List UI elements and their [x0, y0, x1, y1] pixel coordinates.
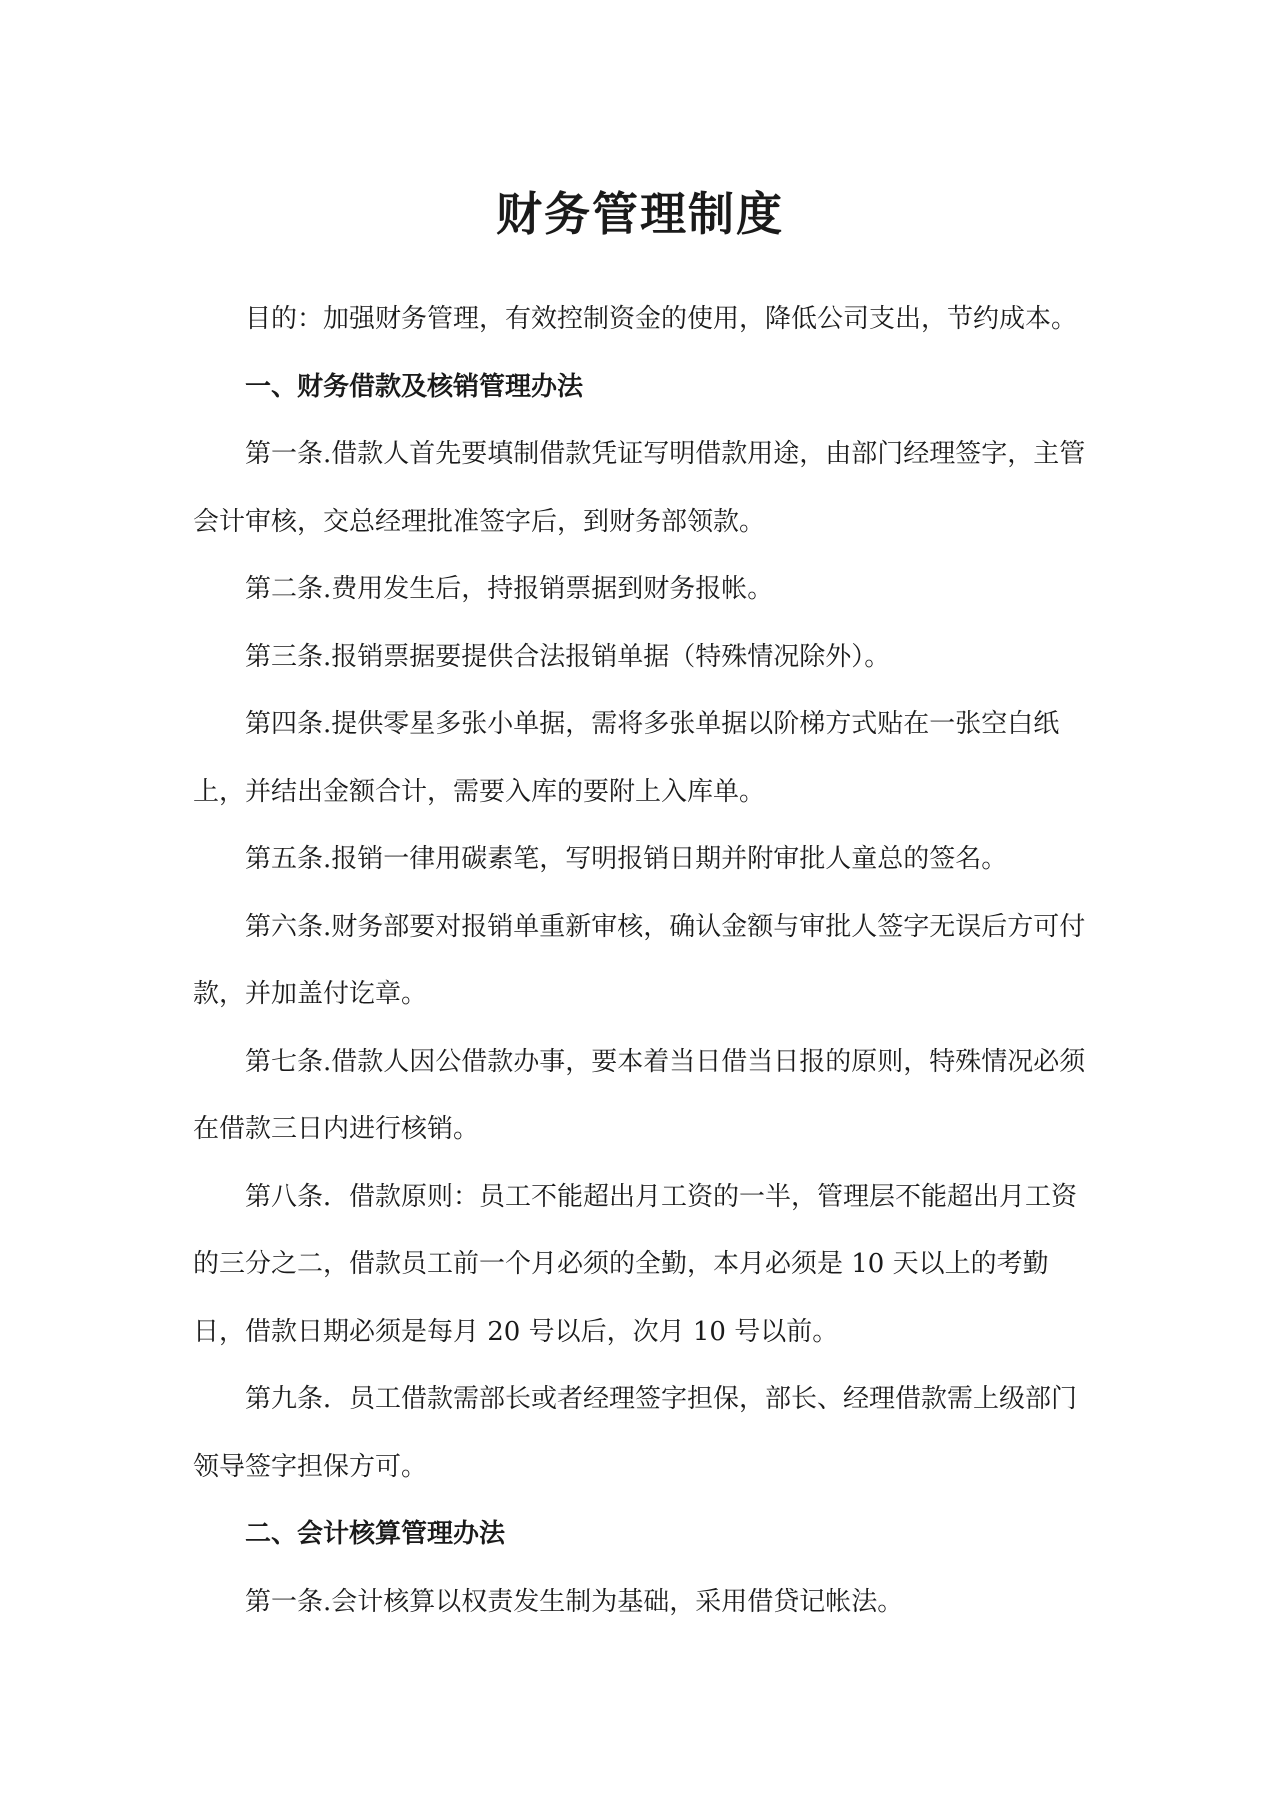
section-1-article-7: 第七条.借款人因公借款办事，要本着当日借当日报的原则，特殊情况必须在借款三日内进行核销。 — [193, 1046, 1086, 1144]
section-1-article-1: 第一条.借款人首先要填制借款凭证写明借款用途，由部门经理签字，主管会计审核，交总经理批准签字后，到财务部领款。 — [193, 439, 1086, 537]
section-1-article-3: 第三条.报销票据要提供合法报销单据（特殊情况除外）。 — [245, 641, 891, 672]
document-body — [193, 286, 1093, 1636]
section-2-article-1: 第一条.会计核算以权责发生制为基础，采用借贷记帐法。 — [245, 1586, 904, 1617]
section-1-heading: 一、财务借款及核销管理办法 — [245, 371, 584, 402]
section-1-article-8: 第八条．借款原则：员工不能超出月工资的一半，管理层不能超出月工资的三分之二，借款员工前一个月必须的全勤，本月必须是 10 天以上的考勤日，借款日期必须是每月 20 号以后，次月 10 号以前。 — [193, 1181, 1078, 1347]
section-1-article-9: 第九条．员工借款需部长或者经理签字担保，部长、经理借款需上级部门领导签字担保方可。 — [193, 1384, 1078, 1482]
page-title: 财务管理制度 — [496, 187, 784, 241]
section-1-article-4: 第四条.提供零星多张小单据，需将多张单据以阶梯方式贴在一张空白纸上，并结出金额合计，需要入库的要附上入库单。 — [193, 709, 1060, 807]
section-1-article-6: 第六条.财务部要对报销单重新审核，确认金额与审批人签字无误后方可付款，并加盖付讫章。 — [193, 911, 1086, 1009]
purpose-paragraph: 目的：加强财务管理，有效控制资金的使用，降低公司支出，节约成本。 — [245, 304, 1078, 334]
section-1-article-5: 第五条.报销一律用碳素笔，写明报销日期并附审批人童总的签名。 — [245, 844, 1008, 874]
section-2-heading: 二、会计核算管理办法 — [245, 1519, 506, 1549]
section-1-article-2: 第二条.费用发生后，持报销票据到财务报帐。 — [245, 574, 774, 604]
